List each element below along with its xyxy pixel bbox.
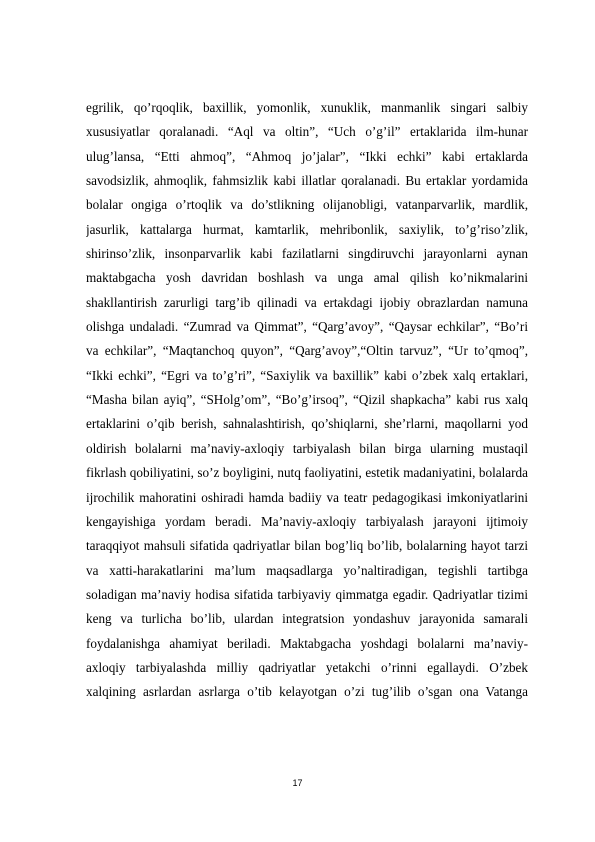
- text-line: xalqining asrlardan asrlarga o’tib kelayotgan o’zi tug’ilib o’sgan ona Vatanga: [86, 684, 528, 700]
- text-line: oldirish bolalarni ma’naviy-axloqiy tarbiyalash bilan birga ularning mustaqil: [86, 440, 528, 456]
- text-line: soladigan ma’naviy hodisa sifatida tarbiyaviy qimmatga egadir. Qadriyatlar tizimi: [86, 586, 528, 602]
- text-line: bolalar ongiga o’rtoqlik va do’stlikning olijanobligi, vatanparvarlik, mardlik,: [86, 197, 528, 213]
- text-line: shirinso’zlik, insonparvarlik kabi fazilatlarni singdiruvchi jarayonlarni aynan: [86, 246, 528, 262]
- text-line: shakllantirish zarurligi targ’ib qilinadi va ertakdagi ijobiy obrazlardan namuna: [86, 294, 528, 310]
- text-line: ijrochilik mahoratini oshiradi hamda badiiy va teatr pedagogikasi imkoniyatlarini: [86, 489, 528, 505]
- text-line: va echkilar”, “Maqtanchoq quyon”, “Qarg’avoy”,“Oltin tarvuz”, “Ur to’qmoq”,: [86, 343, 528, 359]
- text-line: fikrlash qobiliyatini, so’z boyligini, nutq faoliyatini, estetik madaniyatini, bolalarda: [86, 465, 528, 481]
- text-line: “Ikki echki”, “Egri va to’g’ri”, “Saxiylik va baxillik” kabi o’zbek xalq ertaklari,: [86, 367, 528, 383]
- text-line: kengayishiga yordam beradi. Ma’naviy-axloqiy tarbiyalash jarayoni ijtimoiy: [86, 513, 528, 529]
- text-line: egrilik, qo’rqoqlik, baxillik, yomonlik, xunuklik, manmanlik singari salbiy: [86, 100, 528, 115]
- text-line: va xatti-harakatlarini ma’lum maqsadlarga yo’naltiradigan, tegishli tartibga: [86, 562, 528, 578]
- text-line: ertaklarini o’qib berish, sahnalashtirish, qo’shiqlarni, she’rlarni, maqollarni yod: [86, 416, 528, 432]
- text-line: “Masha bilan ayiq”, “SHolg’om”, “Bo’g’irsoq”, “Qizil shapkacha” kabi rus xalq: [86, 392, 528, 408]
- text-line: keng va turlicha bo’lib, ulardan integratsion yondashuv jarayonida samarali: [86, 611, 528, 627]
- text-line: taraqqiyot mahsuli sifatida qadriyatlar bilan bog’liq bo’lib, bolalarning hayot tarzi: [86, 538, 528, 554]
- text-line: foydalanishga ahamiyat beriladi. Maktabgacha yoshdagi bolalarni ma’naviy-: [86, 635, 528, 651]
- body-paragraph: [86, 96, 528, 705]
- text-line: savodsizlik, ahmoqlik, fahmsizlik kabi illatlar qoralanadi. Bu ertaklar yordamida: [86, 173, 528, 189]
- text-line: maktabgacha yosh davridan boshlash va unga amal qilish ko’nikmalarini: [86, 270, 528, 286]
- text-line: jasurlik, kattalarga hurmat, kamtarlik, mehribonlik, saxiylik, to’g’riso’zlik,: [86, 221, 528, 237]
- text-line: olishga undaladi. “Zumrad va Qimmat”, “Qarg’avoy”, “Qaysar echkilar”, “Bo’ri: [86, 319, 528, 335]
- text-line: xususiyatlar qoralanadi. “Aql va oltin”, “Uch o’g’il” ertaklarida ilm-hunar: [86, 124, 528, 140]
- text-line: axloqiy tarbiyalashda milliy qadriyatlar yetakchi o’rinni egallaydi. O’zbek: [86, 659, 528, 675]
- text-line: ulug’lansa, “Etti ahmoq”, “Ahmoq jo’jalar”, “Ikki echki” kabi ertaklarda: [86, 148, 528, 164]
- page-number: 17: [292, 778, 303, 788]
